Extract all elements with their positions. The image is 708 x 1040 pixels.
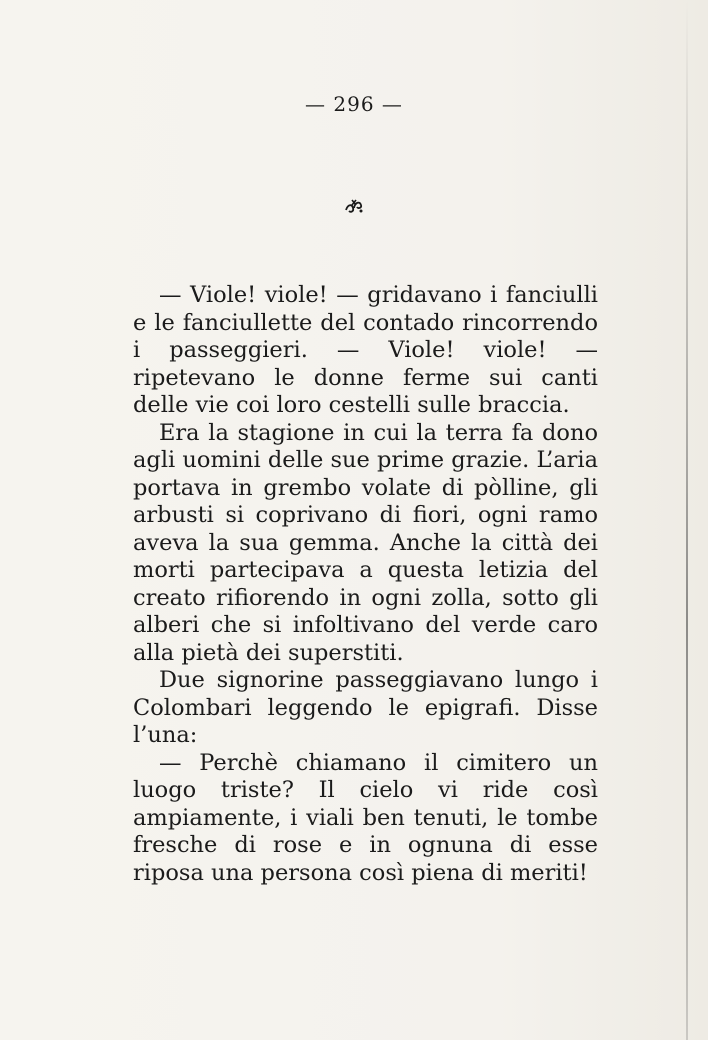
page-number: — 296 — [305,92,403,116]
ornament-icon [342,196,366,216]
paragraph: — Perchè chiamano il cimitero un luogo triste? Il cielo vi ride così ampiamente, i viali ben tenuti, le tombe fresche di rose e in ognuna di esse riposa una persona così piena di meriti! [133,749,598,886]
paragraph: Era la stagione in cui la terra fa dono agli uomini delle sue prime grazie. L’aria portava in grembo volate di pòlline, gli arbusti si coprivano di fiori, ogni ramo aveva la sua gemma. Anche la città dei morti partecipava a questa letizia del creato rifiorendo in ogni zolla, sotto gli alberi che si infoltivano del verde caro alla pietà dei superstiti. [133,419,598,666]
paragraph: — Viole! viole! — gridavano i fanciulli e le fanciullette del contado rincorrendo i passeggieri. — Viole! viole! — ripetevano le donne ferme sui canti delle vie coi loro cestelli sulle braccia. [133,282,598,418]
page-edge-shadow [686,0,688,1040]
paragraph: Due signorine passeggiavano lungo i Colombari leggendo le epigrafi. Disse l’una: [133,667,598,748]
body-text [133,282,598,887]
